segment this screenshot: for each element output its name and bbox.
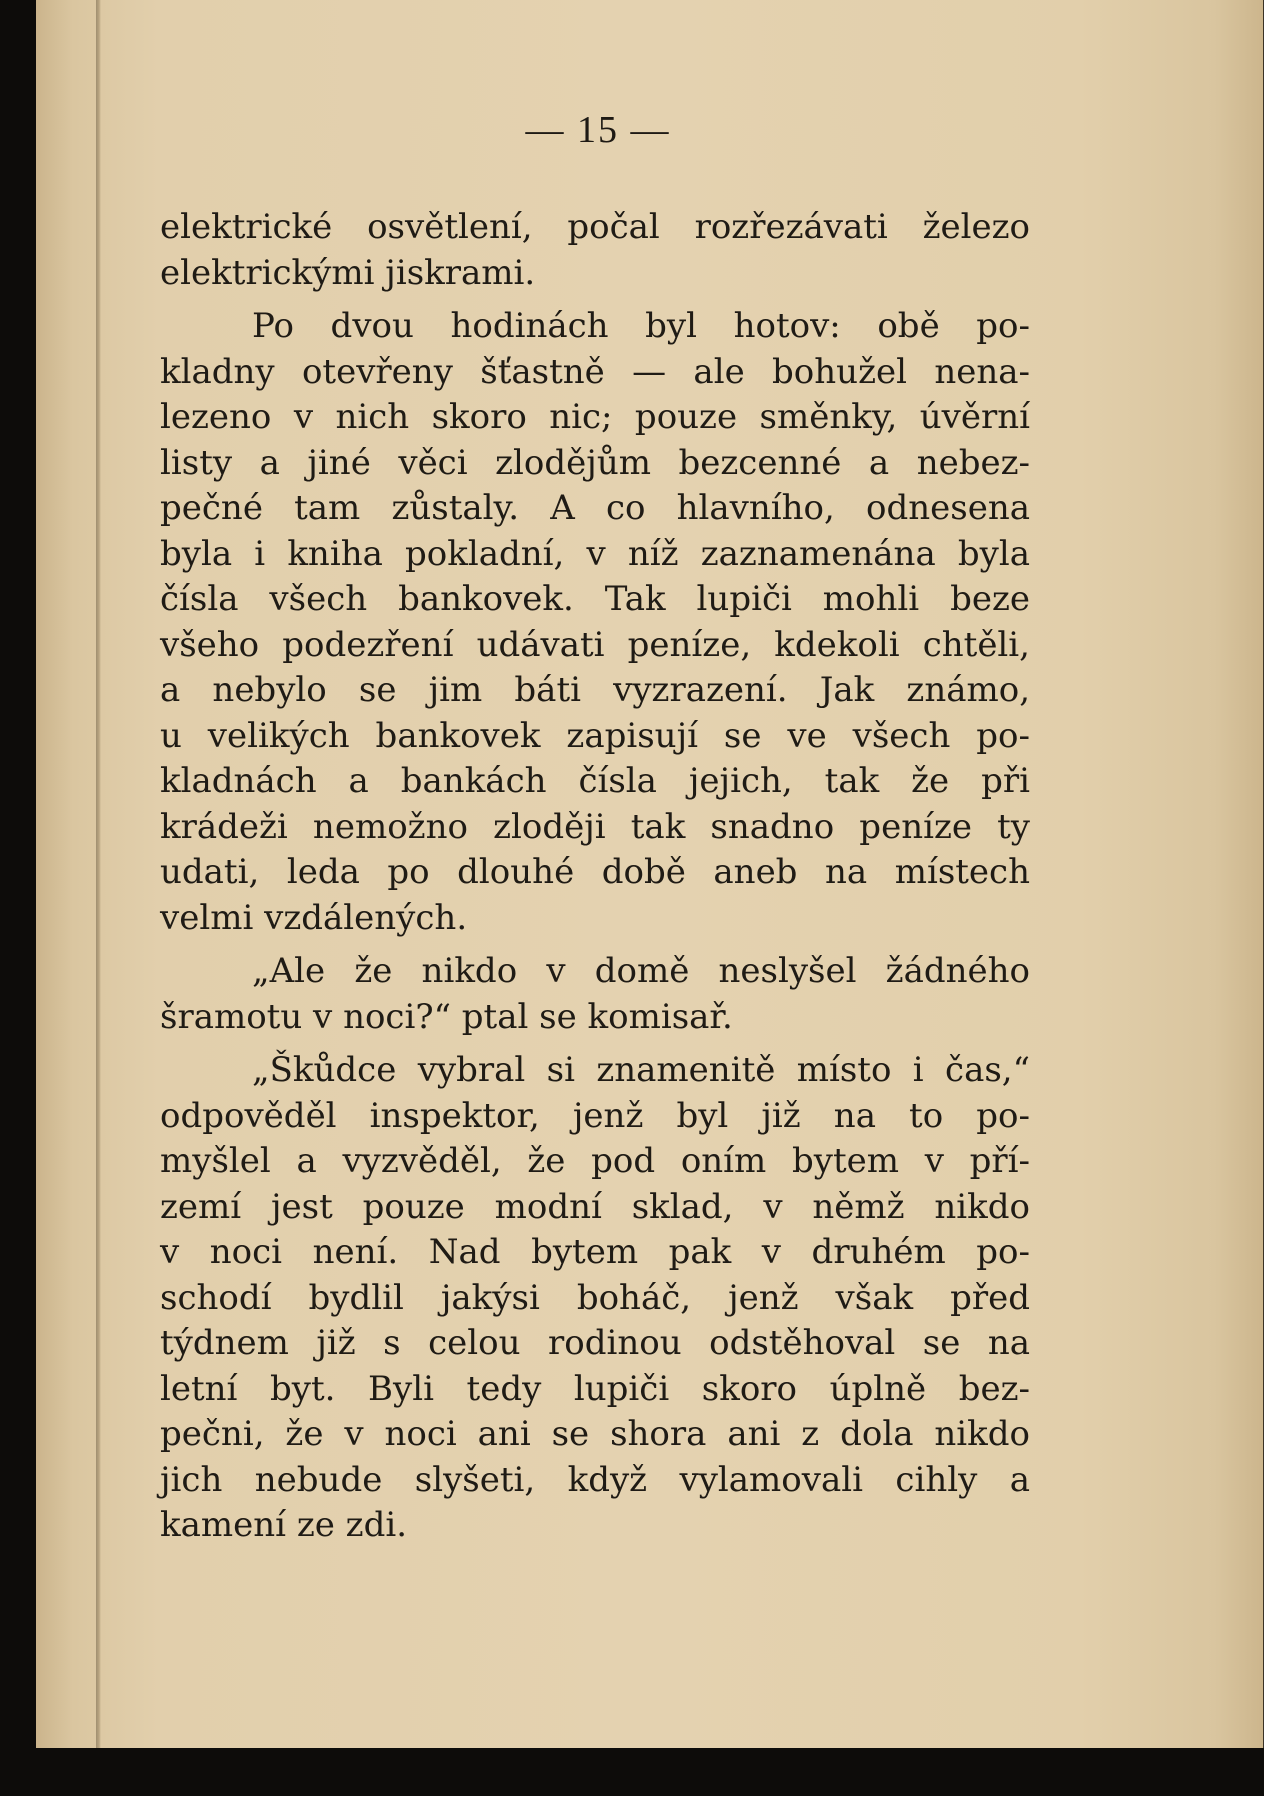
text-line: „Ale že nikdo v domě neslyšel žádného <box>252 951 1030 991</box>
text-line: odpověděl inspektor, jenž byl již na to po- <box>160 1095 1030 1136</box>
text-line: týdnem již s celou rodinou odstěhoval se na <box>160 1323 1030 1363</box>
text-line: zemí jest pouze modní sklad, v němž nikdo <box>160 1186 1030 1227</box>
text-line: udati, leda po dlouhé době aneb na místech <box>160 852 1030 892</box>
text-line: listy a jiné věci zlodějům bezcenné a nebez- <box>160 442 1030 483</box>
paragraph <box>160 949 1030 1040</box>
text-line: letní byt. Byli tedy lupiči skoro úplně bez- <box>160 1368 1030 1409</box>
paragraph <box>160 1048 1030 1549</box>
text-line: v noci není. Nad bytem pak v druhém po- <box>160 1232 1030 1272</box>
text-line: kladnách a bankách čísla jejich, tak že při <box>160 761 1030 801</box>
text-line: kladny otevřeny šťastně — ale bohužel nena- <box>160 351 1030 392</box>
text-line: myšlel a vyzvěděl, že pod oním bytem v pří- <box>160 1141 1030 1181</box>
text-line: pečné tam zůstaly. A co hlavního, odnesena <box>160 488 1030 528</box>
text-line: šramotu v noci?“ ptal se komisař. <box>160 996 733 1037</box>
text-line: a nebylo se jim báti vyzrazení. Jak známo, <box>160 670 1030 710</box>
gutter-shadow <box>96 0 101 1748</box>
text-line: u velikých bankovek zapisují se ve všech po- <box>160 715 1030 756</box>
body-text <box>160 205 1030 1549</box>
text-line: byla i kniha pokladní, v níž zaznamenána byla <box>160 533 1030 574</box>
text-line: lezeno v nich skoro nic; pouze směnky, úvěrní <box>160 397 1030 437</box>
text-line: „Škůdce vybral si znamenitě místo i čas,“ <box>252 1050 1030 1090</box>
page-number: — 15 — <box>525 109 671 151</box>
paragraph <box>160 304 1030 941</box>
scan-border <box>0 1748 1264 1796</box>
text-line: čísla všech bankovek. Tak lupiči mohli beze <box>160 579 1030 619</box>
text-line: jich nebude slyšeti, když vylamovali cihly a <box>160 1459 1030 1500</box>
paragraph <box>160 205 1030 296</box>
text-line: elektrickými jiskrami. <box>160 252 536 293</box>
text-line: všeho podezření udávati peníze, kdekoli chtěli, <box>160 624 1030 665</box>
text-line: Po dvou hodinách byl hotov: obě po- <box>252 306 1030 346</box>
text-line: velmi vzdálených. <box>160 897 468 938</box>
text-line: elektrické osvětlení, počal rozřezávati železo <box>160 207 1030 247</box>
text-line: kamení ze zdi. <box>160 1505 408 1545</box>
text-line: schodí bydlil jakýsi boháč, jenž však před <box>160 1277 1030 1318</box>
book-page <box>36 0 1264 1748</box>
text-line: krádeži nemožno zloději tak snadno peníze ty <box>160 806 1030 847</box>
text-line: pečni, že v noci ani se shora ani z dola nikdo <box>160 1414 1030 1454</box>
